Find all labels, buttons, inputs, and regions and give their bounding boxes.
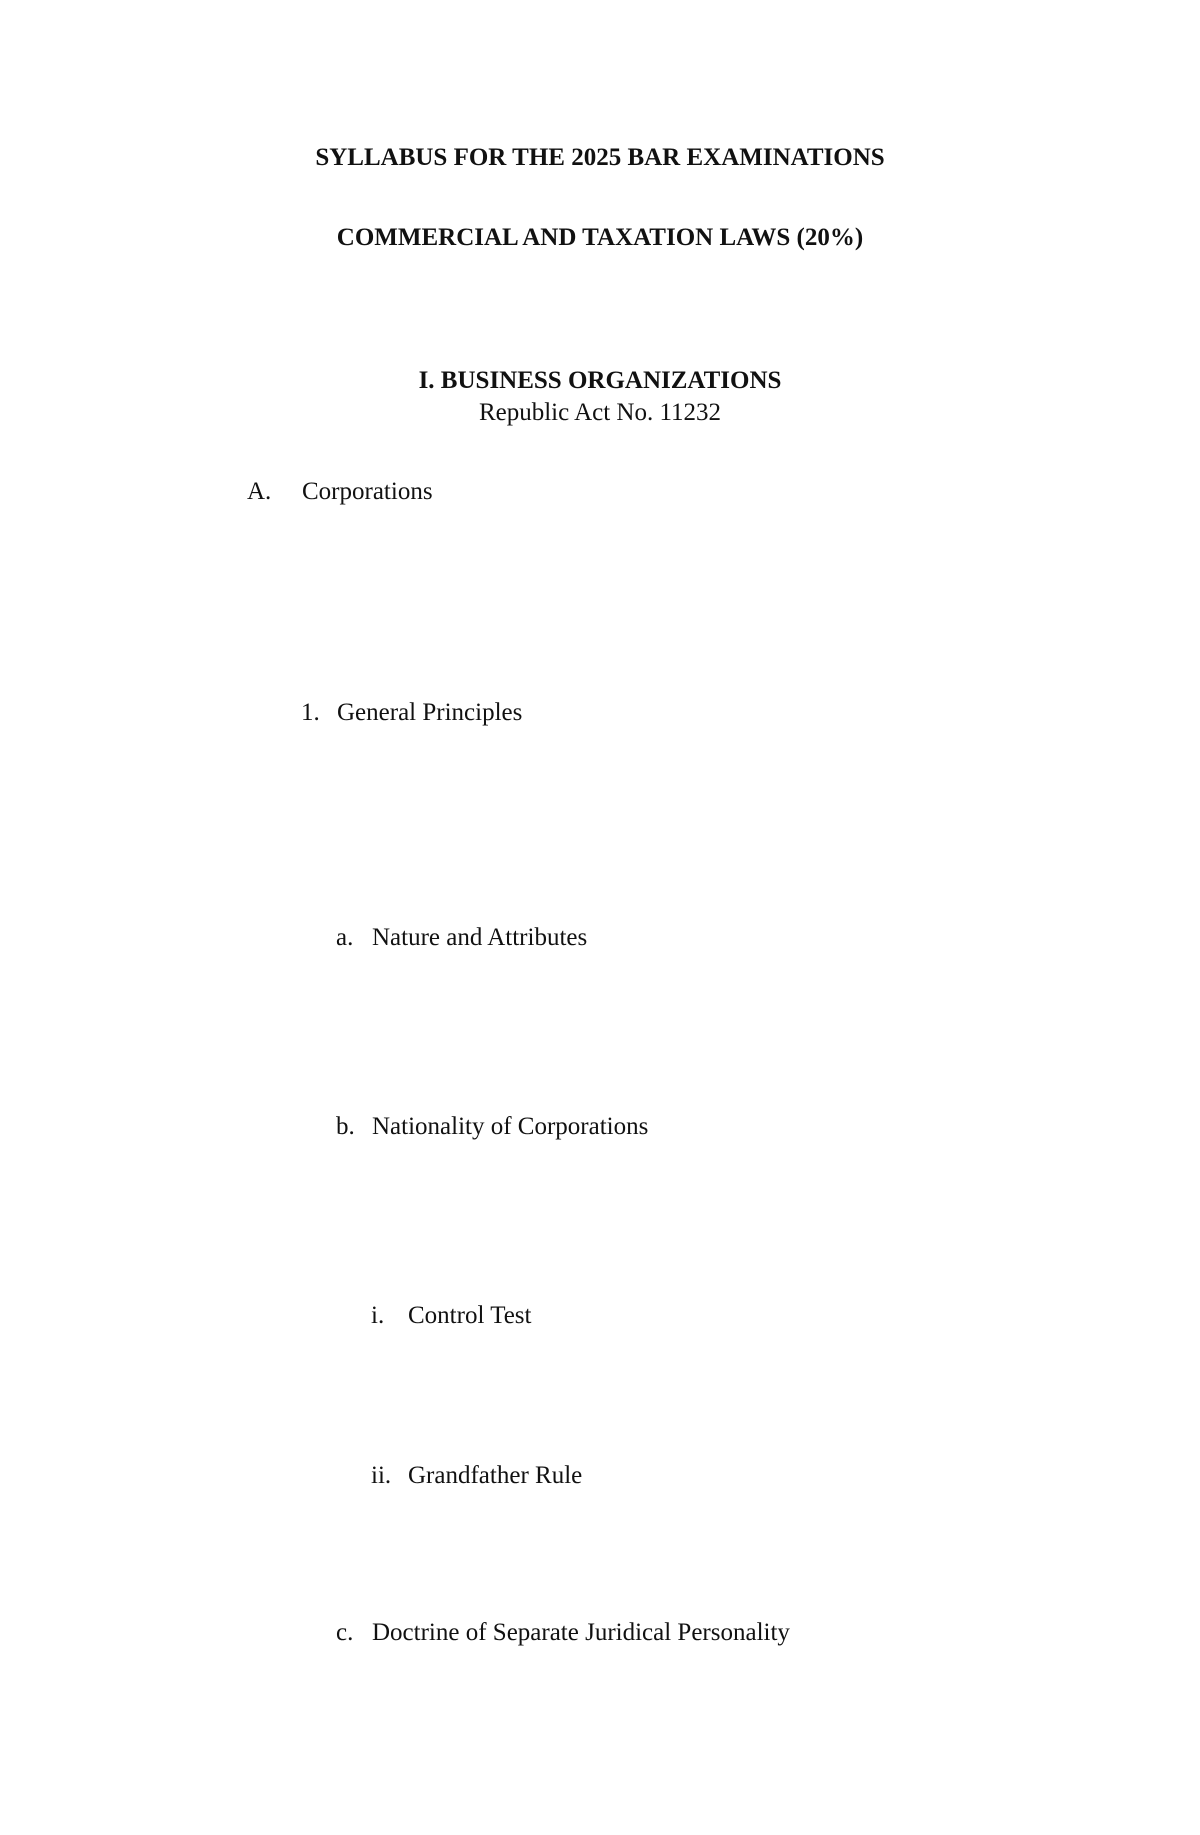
outline-item-nature-attributes xyxy=(0,922,1200,954)
outline-item-separate-personality xyxy=(0,1617,1200,1649)
outline-item-grandfather-rule xyxy=(0,1460,1200,1492)
outline-marker: i. xyxy=(371,1302,385,1329)
outline-marker: 1. xyxy=(301,699,320,726)
outline-label: Control Test xyxy=(408,1302,532,1329)
outline-label: Nationality of Corporations xyxy=(372,1113,649,1140)
outline-item-general-principles xyxy=(0,697,1200,729)
outline-item-nationality xyxy=(0,1111,1200,1143)
outline-marker: b. xyxy=(336,1113,355,1140)
outline-label: Doctrine of Separate Juridical Personality xyxy=(372,1619,790,1646)
document-title: SYLLABUS FOR THE 2025 BAR EXAMINATIONS xyxy=(315,144,885,171)
outline-item-control-test xyxy=(0,1300,1200,1332)
outline-marker: a. xyxy=(336,924,354,951)
outline-label: Nature and Attributes xyxy=(372,924,588,951)
outline-marker: A. xyxy=(247,478,272,505)
section-subheading: Republic Act No. 11232 xyxy=(478,399,722,426)
outline-label: Grandfather Rule xyxy=(408,1462,583,1489)
outline-label: General Principles xyxy=(337,699,523,726)
section-heading: I. BUSINESS ORGANIZATIONS xyxy=(418,367,782,394)
outline-marker: ii. xyxy=(371,1462,392,1489)
outline-marker: c. xyxy=(336,1619,354,1646)
outline-label: Corporations xyxy=(302,478,433,505)
document-subject: COMMERCIAL AND TAXATION LAWS (20%) xyxy=(336,224,864,251)
outline-item-corporations xyxy=(0,476,1200,508)
